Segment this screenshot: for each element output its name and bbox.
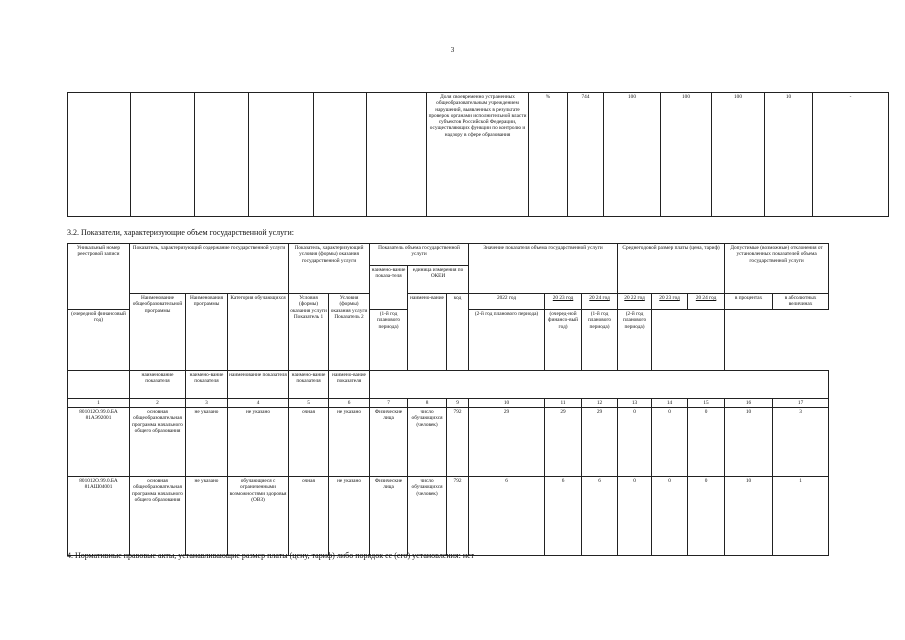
column-number: 1 xyxy=(68,399,130,408)
unit-cell: число обучающихся (человек) xyxy=(408,477,447,556)
empty-cell xyxy=(195,93,249,217)
price-2023-header: 20 23 год xyxy=(652,294,688,310)
table-header-row xyxy=(68,371,829,399)
sub-name-header: наимено-вание показателя xyxy=(329,371,370,399)
conditions-group-header: Показатель, характеризующий условия (формы) оказания государственной услуги xyxy=(289,244,370,294)
price-2024-cell: 0 xyxy=(688,477,725,556)
unit-cell: % xyxy=(529,93,568,217)
value-cell: - xyxy=(813,93,889,217)
in-percent-header: в процентах xyxy=(725,294,773,310)
column-number: 14 xyxy=(652,399,688,408)
column-numbers-row xyxy=(68,399,829,408)
table-header-row xyxy=(68,294,829,310)
column-number: 15 xyxy=(688,399,725,408)
volume-group-header: Показатель объема государственной услуги xyxy=(370,244,469,266)
form2-cell: не указано xyxy=(329,408,370,477)
value-2023-cell: 29 xyxy=(545,408,582,477)
price-2022-cell: 0 xyxy=(618,477,652,556)
empty-cell xyxy=(249,93,314,217)
sub-name-header: наименование показателя xyxy=(130,371,186,399)
deviation-percent-cell: 10 xyxy=(725,408,773,477)
indicator-name-header: наимено-вание показа-теля xyxy=(370,266,408,310)
price-2022-cell: 0 xyxy=(618,408,652,477)
registry-number-cell: 801012О.99.0.БА 81АЭ92001 xyxy=(68,408,130,477)
price-2024-header: 20 24 год xyxy=(688,294,725,310)
volume-values-group-header: Значение показателя объема государственной услуги xyxy=(469,244,618,294)
indicator-cell: Физические лица xyxy=(370,477,408,556)
column-number: 5 xyxy=(289,399,329,408)
price-2024-note: (2-й год планового периода) xyxy=(618,310,652,371)
year-2024-note: (2-й год планового периода) xyxy=(469,310,545,371)
price-2023-cell: 0 xyxy=(652,477,688,556)
column-number: 7 xyxy=(370,399,408,408)
column-number: 13 xyxy=(618,399,652,408)
volume-indicators-table xyxy=(67,243,829,556)
column-number: 11 xyxy=(545,399,582,408)
column-number: 12 xyxy=(582,399,618,408)
price-2022-note: (очеред-ной финансо-вый год) xyxy=(545,310,582,371)
footer-text: 4. Нормативные правовые акты, устанавливающие размер платы (цену, тариф) либо порядок ее (его) установления: нет xyxy=(67,551,475,560)
category-cell: обучающиеся с ограниченными возможностями здоровья (ОВЗ) xyxy=(228,477,289,556)
form-cell: очная xyxy=(289,477,329,556)
empty-cell xyxy=(68,93,131,217)
indicator-cell: Физические лица xyxy=(370,408,408,477)
deviation-absolute-cell: 3 xyxy=(773,408,829,477)
column-number: 17 xyxy=(773,399,829,408)
sub-header: Условия (формы) оказания услуги Показатель 1 xyxy=(289,294,329,371)
column-number: 6 xyxy=(329,399,370,408)
form2-cell: не указано xyxy=(329,477,370,556)
table-row xyxy=(68,477,829,556)
value-2024-cell: 29 xyxy=(582,408,618,477)
empty-cell xyxy=(652,310,725,371)
form-cell: очная xyxy=(289,408,329,477)
price-2023-note: (1-й год планового периода) xyxy=(582,310,618,371)
sub-header: Наименования программы xyxy=(186,294,228,371)
indicator-name-cell: Доля своевременно устраненных общеобразовательным учреждением нарушений, выявленных в результате проверок органами исполнительной власти субъектов Российской Федерации, осуществляющих функции по контролю и надзору в сфере образования xyxy=(427,93,529,217)
unit-code-header: код xyxy=(447,294,469,371)
year-2024-header: 20 24 год xyxy=(582,294,618,310)
unique-number-header: Уникальный номер реестровой записи xyxy=(68,244,130,310)
year-2023-note: (1-й год планового периода) xyxy=(370,310,408,371)
unit-name-header: наимено-вание xyxy=(408,294,447,371)
unit-group-header xyxy=(408,266,469,294)
column-number: 10 xyxy=(469,399,545,408)
empty-cell xyxy=(367,93,427,217)
empty-cell xyxy=(314,93,367,217)
empty-cell xyxy=(68,371,130,399)
deviation-percent-cell: 10 xyxy=(725,477,773,556)
table-row xyxy=(68,408,829,477)
year-2022-header: 2022 год xyxy=(469,294,545,310)
program-cell: основная общеобразовательная программа начального общего образования xyxy=(130,408,186,477)
content-group-header: Показатель, характеризующий содержание государственной услуги xyxy=(130,244,289,294)
category-cell: не указано xyxy=(228,408,289,477)
okei-code-cell: 744 xyxy=(568,93,604,217)
table-header-row xyxy=(68,244,829,266)
column-number: 8 xyxy=(408,399,447,408)
in-absolute-header: в абсолютных величинах xyxy=(773,294,829,310)
deviation-absolute-cell: 1 xyxy=(773,477,829,556)
table-row xyxy=(68,93,889,217)
code-cell: 792 xyxy=(447,477,469,556)
column-number: 3 xyxy=(186,399,228,408)
sub-header: Условия (формы) оказания услуги Показатель 2 xyxy=(329,294,370,371)
deviation-group-header: Допустимые (возможные) отклонения от установленных показателей объема государственной услуги xyxy=(725,244,829,294)
price-2024-cell: 0 xyxy=(688,408,725,477)
registry-number-cell: 801012О.99.0.БА 81АШ04001 xyxy=(68,477,130,556)
value-2022-cell: 29 xyxy=(469,408,545,477)
program-name-cell: не указано xyxy=(186,408,228,477)
column-number: 2 xyxy=(130,399,186,408)
sub-header: Категория обучающихся xyxy=(228,294,289,371)
year-2022-note: (очередной финансовый год) xyxy=(68,310,130,371)
value-2023-cell: 6 xyxy=(545,477,582,556)
value-2022-cell: 6 xyxy=(469,477,545,556)
value-cell: 100 xyxy=(712,93,765,217)
sub-name-header: наименование показателя xyxy=(228,371,289,399)
value-2024-cell: 6 xyxy=(582,477,618,556)
value-cell: 100 xyxy=(661,93,712,217)
price-2023-cell: 0 xyxy=(652,408,688,477)
column-number: 9 xyxy=(447,399,469,408)
price-group-header: Среднегодовой размер платы (цена, тариф) xyxy=(618,244,725,294)
program-name-cell: не указано xyxy=(186,477,228,556)
value-cell: 100 xyxy=(604,93,661,217)
unit-group-label: единица измерения по ОКЕИ xyxy=(412,267,464,280)
empty-cell xyxy=(131,93,195,217)
quality-indicators-table xyxy=(67,92,889,217)
program-cell: основная общеобразовательная программа начального общего образования xyxy=(130,477,186,556)
section-title: 3.2. Показатели, характеризующие объем государственной услуги: xyxy=(67,228,294,237)
column-number: 16 xyxy=(725,399,773,408)
empty-cell xyxy=(370,371,829,399)
code-cell: 792 xyxy=(447,408,469,477)
unit-cell: число обучающихся (человек) xyxy=(408,408,447,477)
value-cell: 10 xyxy=(765,93,813,217)
sub-name-header: наимено-вание показателя xyxy=(289,371,329,399)
page-number: 3 xyxy=(450,46,455,54)
price-2022-header: 20 22 год xyxy=(618,294,652,310)
column-number: 4 xyxy=(228,399,289,408)
sub-header: Наименование общеобразовательной программы xyxy=(130,294,186,371)
sub-name-header: наимено-вание показателя xyxy=(186,371,228,399)
year-2023-header: 20 23 год xyxy=(545,294,582,310)
